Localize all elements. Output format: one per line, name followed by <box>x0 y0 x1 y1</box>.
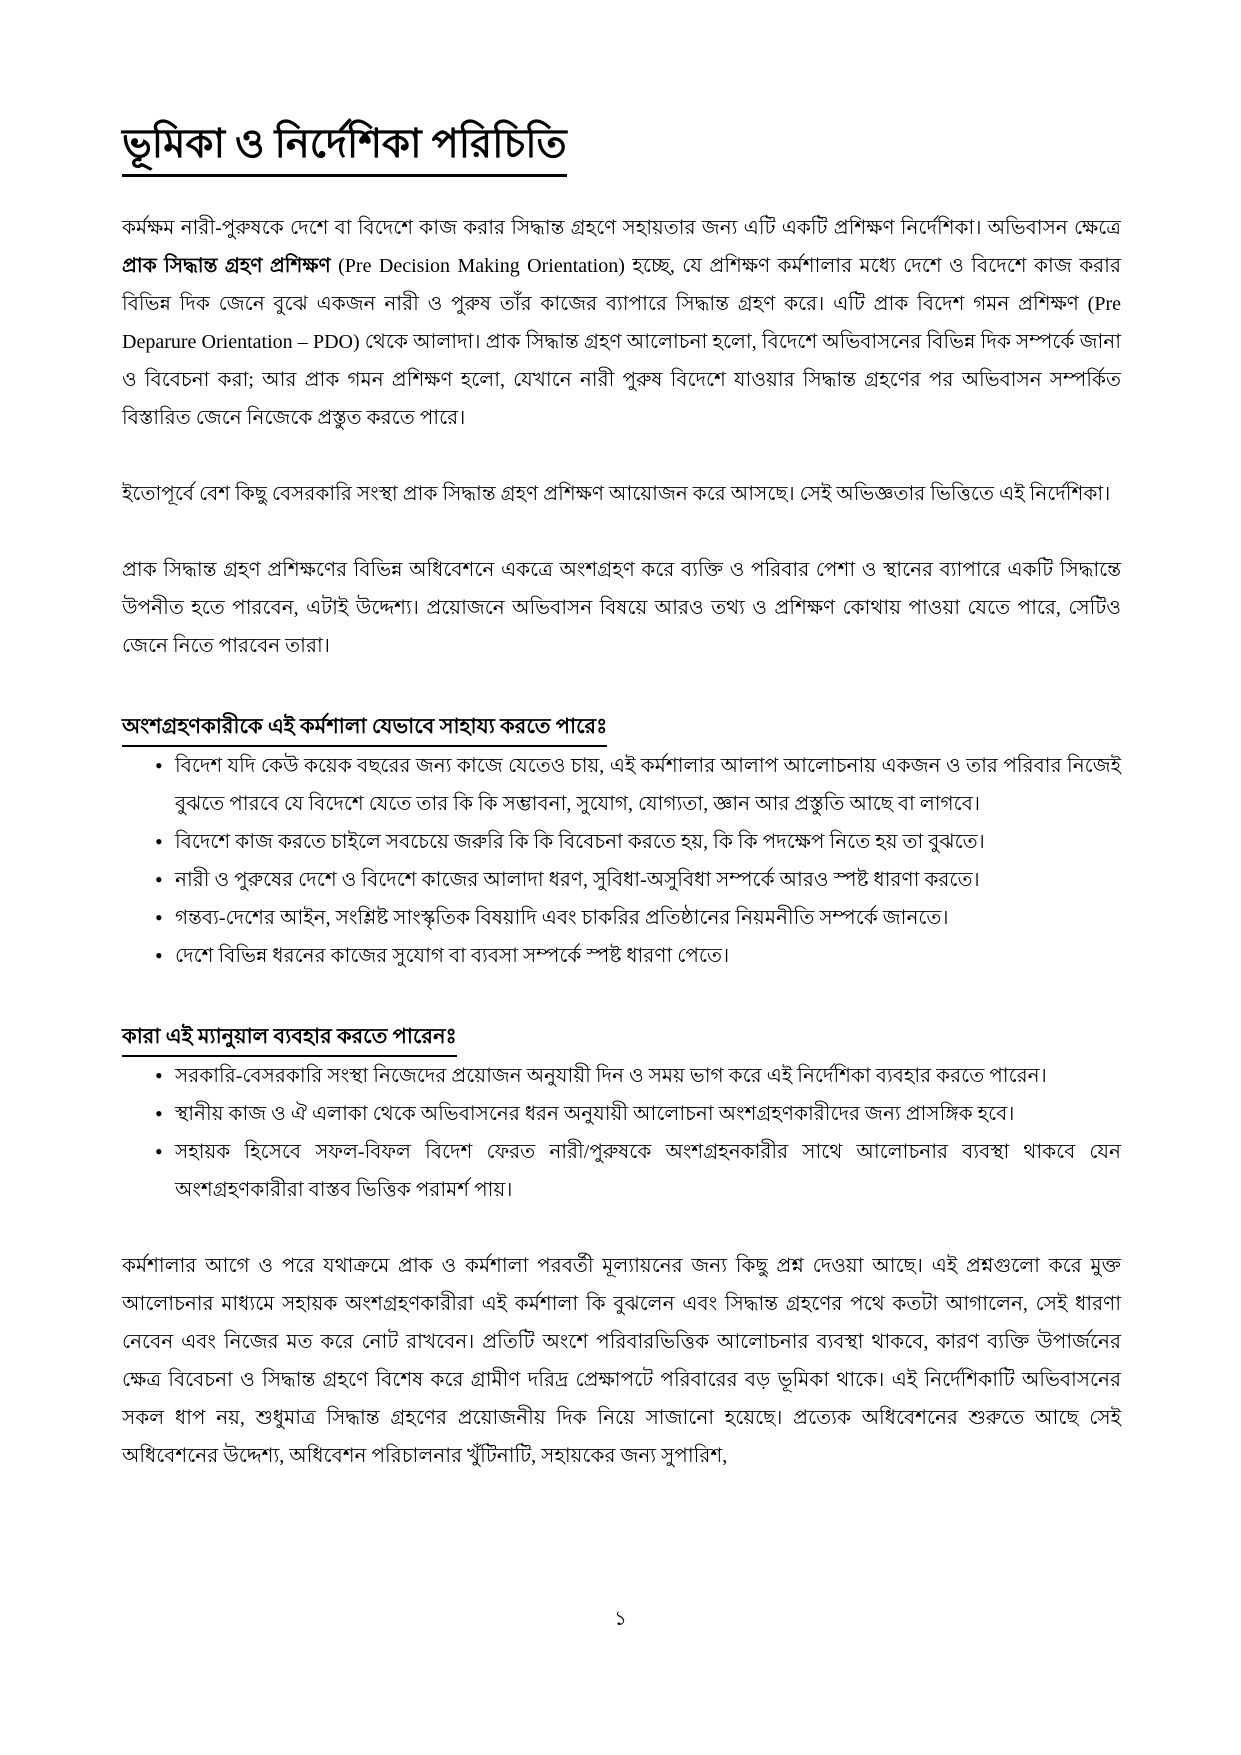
emphasized-text: প্রাক সিদ্ধান্ত গ্রহণ প্রশিক্ষণ <box>122 255 331 277</box>
section-workshop-help <box>122 665 1121 975</box>
page-title: ভূমিকা ও নির্দেশিকা পরিচিতি <box>122 118 567 177</box>
section-heading-manual-users: কারা এই ম্যানুয়াল ব্যবহার করতে পারেনঃ <box>122 1017 457 1057</box>
list-item: • স্থানীয় কাজ ও ঐ এলাকা থেকে অভিবাসনের ধরন অনুযায়ী আলোচনা অংশগ্রহণকারীদের জন্য প্রাসঙ্গিক হবে। <box>175 1095 1121 1133</box>
list-item: • বিদেশে কাজ করতে চাইলে সবচেয়ে জরুরি কি কি বিবেচনা করতে হয়, কি কি পদক্ষেপ নিতে হয় তা বুঝতে। <box>175 823 1121 861</box>
list-item: • গন্তব্য-দেশের আইন, সংশ্লিষ্ট সাংস্কৃতিক বিষয়াদি এবং চাকরির প্রতিষ্ঠানের নিয়মনীতি সম্পর্কে জানতে। <box>175 899 1121 937</box>
page-number: ১ <box>614 1608 627 1630</box>
intro-paragraph-2: ইতোপূর্বে বেশ কিছু বেসরকারি সংস্থা প্রাক সিদ্ধান্ত গ্রহণ প্রশিক্ষণ আয়োজন করে আসছে। সেই অভিজ্ঞতার ভিত্তিতে এই নির্দেশিকা। <box>122 483 1111 505</box>
section-manual-users <box>122 975 1121 1209</box>
list-item: • সহায়ক হিসেবে সফল-বিফল বিদেশ ফেরত নারী/পুরুষকে অংশগ্রহনকারীর সাথে আলোচনার ব্যবস্থা থাকবে যেন অংশগ্রহণকারীরা বাস্তব ভিত্তিক পরামর্শ পায়। <box>175 1133 1121 1209</box>
list-item: • সরকারি-বেসরকারি সংস্থা নিজেদের প্রয়োজন অনুযায়ী দিন ও সময় ভাগ করে এই নির্দেশিকা ব্যবহার করতে পারেন। <box>175 1057 1121 1095</box>
text-segment: কর্মক্ষম নারী-পুরুষকে দেশে বা বিদেশে কাজ করার সিদ্ধান্ত গ্রহণে সহায়তার জন্য এটি একটি প্রশিক্ষণ নির্দেশিকা। অভিবাসন ক্ষেত্রে <box>122 217 1121 239</box>
list-item: • বিদেশ যদি কেউ কয়েক বছরের জন্য কাজে যেতেও চায়, এই কর্মশালার আলাপ আলোচনায় একজন ও তার পরিবার নিজেই বুঝতে পারবে যে বিদেশে যেতে তার কি কি সম্ভাবনা, সুযোগ, যোগ্যতা, জ্ঞান আর প্রস্তুতি আছে বা লাগবে। <box>175 747 1121 823</box>
bullet-list-workshop-help <box>122 747 1121 975</box>
list-item: • নারী ও পুরুষের দেশে ও বিদেশে কাজের আলাদা ধরণ, সুবিধা-অসুবিধা সম্পর্কে আরও স্পষ্ট ধারণা করতে। <box>175 861 1121 899</box>
section-heading-workshop-help: অংশগ্রহণকারীকে এই কর্মশালা যেভাবে সাহায্য করতে পারেঃ <box>122 707 607 747</box>
intro-paragraph-1 <box>122 209 1121 437</box>
closing-paragraph: কর্মশালার আগে ও পরে যথাক্রমে প্রাক ও কর্মশালা পরবর্তী মূল্যায়নের জন্য কিছু প্রশ্ন দেওয়া আছে। এই প্রশ্নগুলো করে মুক্ত আলোচনার মাধ্যমে সহায়ক অংশগ্রহণকারীরা এই কর্মশালা কি বুঝলেন এবং সিদ্ধান্ত গ্রহণের পথে কতটা আগালেন, সেই ধারণা নেবেন এবং নিজের মত করে নোট রাখবেন। প্রতিটি অংশে পরিবারভিত্তিক আলোচনার ব্যবস্থা থাকবে, কারণ ব্যক্তি উপার্জনের ক্ষেত্র বিবেচনা ও সিদ্ধান্ত গ্রহণে বিশেষ করে গ্রামীণ দরিদ্র প্রেক্ষাপটে পরিবারের বড় ভূমিকা থাকে। এই নির্দেশিকাটি অভিবাসনের সকল ধাপ নয়, শুধুমাত্র সিদ্ধান্ত গ্রহণের প্রয়োজনীয় দিক নিয়ে সাজানো হয়েছে। প্রত্যেক অধিবেশনের শুরুতে আছে সেই অধিবেশনের উদ্দেশ্য, অধিবেশন পরিচালনার খুঁটিনাটি, সহায়কের জন্য সুপারিশ, <box>122 1255 1121 1467</box>
text-segment: (Pre Decision Making Orientation) হচ্ছে, যে প্রশিক্ষণ কর্মশালার মধ্যে দেশে ও বিদেশে কাজ করার বিভিন্ন দিক জেনে বুঝে একজন নারী ও পুরুষ তাঁর কাজের ব্যাপারে সিদ্ধান্ত গ্রহণ করে। এটি প্রাক বিদেশ গমন প্রশিক্ষণ (Pre Deparure Orientation – PDO) থেকে আলাদা। প্রাক সিদ্ধান্ত গ্রহণ আলোচনা হলো, বিদেশে অভিবাসনের বিভিন্ন দিক সম্পর্কে জানা ও বিবেচনা করা; আর প্রাক গমন প্রশিক্ষণ হলো, যেখানে নারী পুরুষ বিদেশে যাওয়ার সিদ্ধান্ত গ্রহণের পর অভিবাসন সম্পর্কিত বিস্তারিত জেনে নিজেকে প্রস্তুত করতে পারে। <box>122 255 1121 429</box>
bullet-list-manual-users <box>122 1057 1121 1209</box>
list-item: • দেশে বিভিন্ন ধরনের কাজের সুযোগ বা ব্যবসা সম্পর্কে স্পষ্ট ধারণা পেতে। <box>175 937 1121 975</box>
intro-paragraph-3: প্রাক সিদ্ধান্ত গ্রহণ প্রশিক্ষণের বিভিন্ন অধিবেশনে একত্রে অংশগ্রহণ করে ব্যক্তি ও পরিবার পেশা ও স্থানের ব্যাপারে একটি সিদ্ধান্তে উপনীত হতে পারবেন, এটাই উদ্দেশ্য। প্রয়োজনে অভিবাসন বিষয়ে আরও তথ্য ও প্রশিক্ষণ কোথায় পাওয়া যেতে পারে, সেটিও জেনে নিতে পারবেন তারা। <box>122 559 1121 657</box>
